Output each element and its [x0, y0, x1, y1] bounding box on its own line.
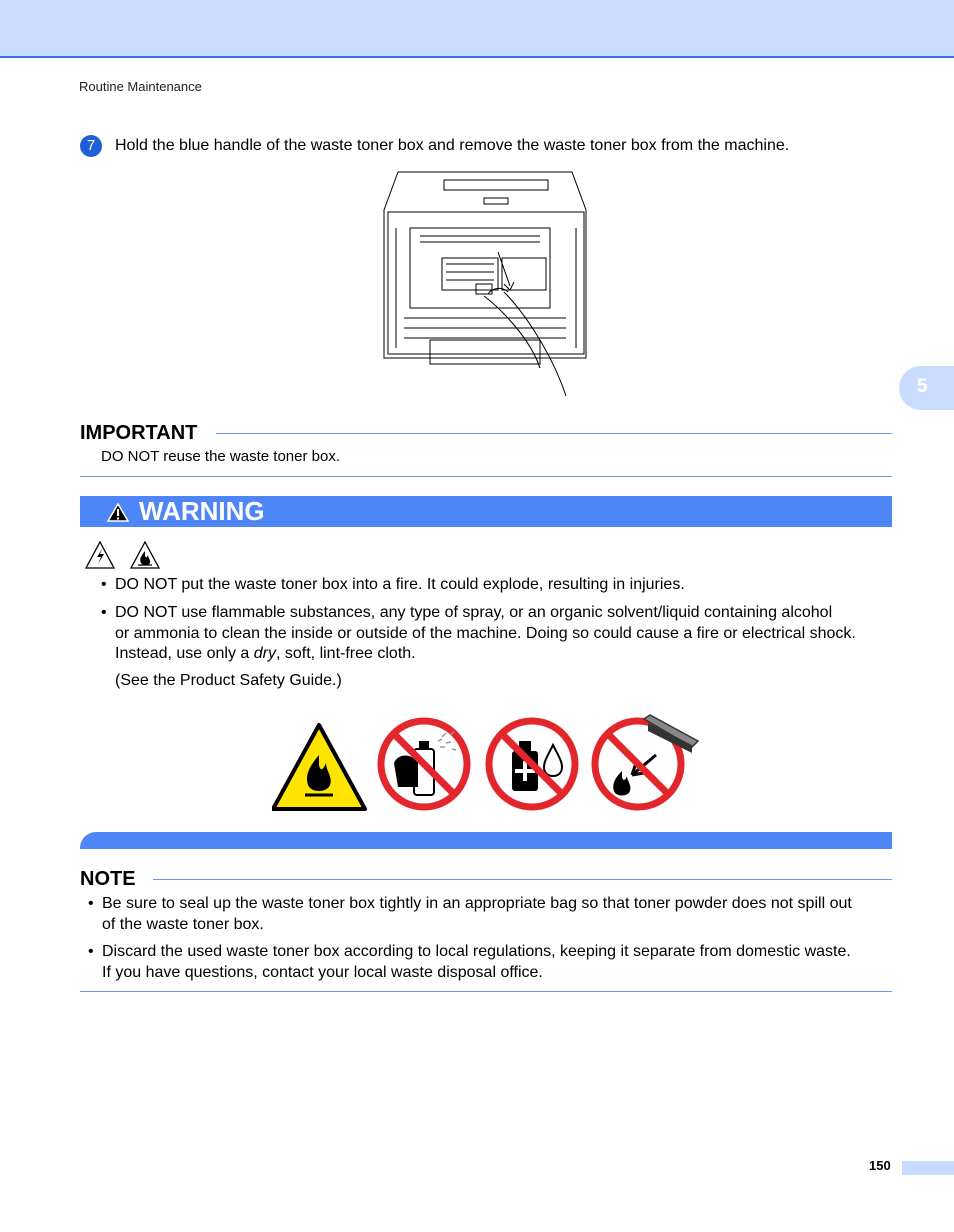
electrical-hazard-icon	[86, 542, 114, 568]
important-heading-rule	[216, 433, 892, 434]
important-bottom-rule	[80, 476, 892, 477]
printer-illustration	[380, 168, 592, 400]
hazard-icons	[85, 541, 165, 569]
warning-triangle-icon	[107, 503, 129, 522]
flammable-warning-icon	[273, 725, 365, 809]
note-bullet-2: • Discard the used waste toner box according to local regulations, keeping it separate from domestic waste. If you have questions, contact your local waste disposal office.	[88, 943, 851, 981]
note-bullet-1: • Be sure to seal up the waste toner box tightly in an appropriate bag so that toner powder does not spill out of the waste toner box.	[88, 895, 852, 933]
see-safety-guide: (See the Product Safety Guide.)	[115, 672, 342, 689]
page-number-tab	[902, 1161, 954, 1175]
important-heading: IMPORTANT	[80, 422, 198, 444]
top-header-band	[0, 0, 954, 58]
no-solvent-icon	[489, 721, 575, 807]
chapter-tab	[899, 366, 954, 410]
warning-title: WARNING	[139, 496, 265, 526]
chapter-number: 5	[917, 376, 928, 397]
warning-bottom-bar	[80, 832, 892, 849]
safety-symbols	[272, 713, 702, 813]
note-heading: NOTE	[80, 868, 136, 890]
step-instruction: Hold the blue handle of the waste toner box and remove the waste toner box from the machine.	[115, 137, 790, 154]
page-number: 150	[869, 1158, 891, 1173]
note-bottom-rule	[80, 991, 892, 992]
no-fire-disposal-icon	[595, 715, 698, 807]
note-heading-rule	[153, 879, 892, 880]
warning-bullet-2: • DO NOT use flammable substances, any type of spray, or an organic solvent/liquid containing alcohol or ammonia to clean the inside or outside of the machine. Doing so could cause a fire or electrical shock. Instead, use only a dry, soft, lint-free cloth.	[101, 604, 856, 662]
warning-banner	[80, 496, 892, 527]
important-text: DO NOT reuse the waste toner box.	[101, 448, 340, 465]
fire-hazard-icon	[131, 542, 159, 568]
warning-bullet-1: • DO NOT put the waste toner box into a fire. It could explode, resulting in injuries.	[101, 576, 685, 593]
no-spray-icon	[381, 721, 467, 807]
step-number-badge: 7	[80, 135, 102, 157]
breadcrumb: Routine Maintenance	[79, 79, 202, 94]
